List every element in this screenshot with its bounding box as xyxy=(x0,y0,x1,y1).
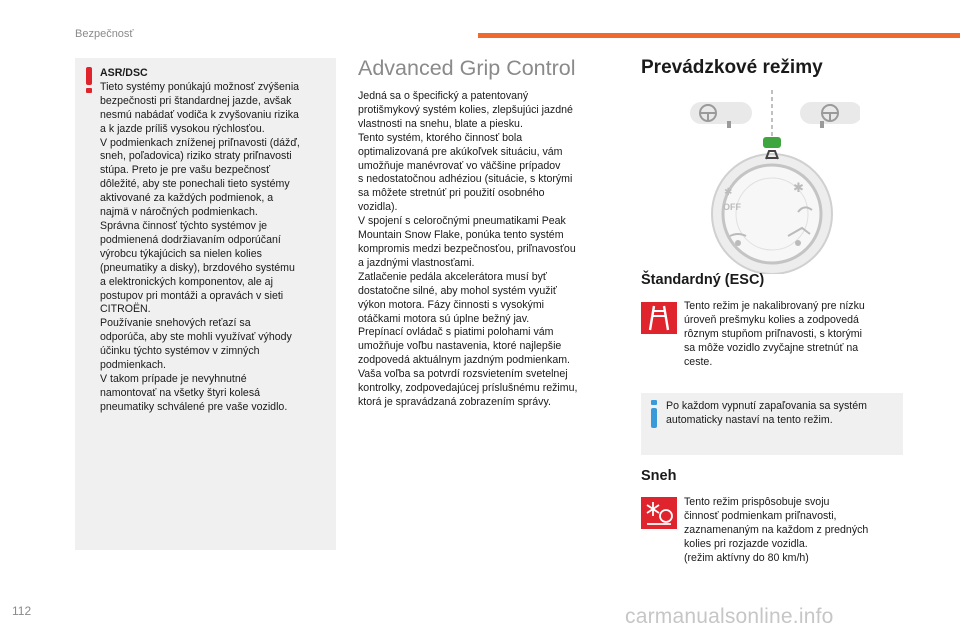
esc-description xyxy=(684,300,914,370)
text-line: (režim aktívny do 80 km/h) xyxy=(684,551,809,564)
svg-text:OFF: OFF xyxy=(723,202,741,212)
watermark: carmanualsonline.info xyxy=(625,605,834,628)
text-line: Vaša voľba sa potvrdí rozsvietením svetelnej xyxy=(358,368,568,381)
warning-box xyxy=(75,58,336,550)
text-line: výkon motora. Fázy činnosti s vysokými xyxy=(358,298,545,311)
text-line: Tento režim je nakalibrovaný pre nízku xyxy=(684,300,865,312)
text-line: stúpa. Preto je pre vašu bezpečnosť xyxy=(100,164,271,177)
text-line: s nedostatočnou adhéziou (situácie, s ktorými xyxy=(358,173,573,186)
text-line: kompromis medzi bezpečnosťou, priľnavosťou xyxy=(358,242,576,255)
text-line: nesmú nabádať vodiča k zvyšovaniu rizika xyxy=(100,108,299,121)
text-line: V podmienkach zníženej priľnavosti (dážď, xyxy=(100,136,300,149)
info-icon xyxy=(651,400,657,428)
esc-road-icon xyxy=(641,302,677,334)
text-line: sa môžete stretnúť pri použití osobného xyxy=(358,187,545,200)
text-line: CITROËN. xyxy=(100,303,151,316)
text-line: Tento systém, ktorého činnosť bola xyxy=(358,131,523,144)
text-line: vlastnosti na snehu, blate a piesku. xyxy=(358,117,523,130)
text-line: V takom prípade je nevyhnutné xyxy=(100,372,247,385)
text-line: sa môže vozidlo zvyčajne stretnúť na xyxy=(684,341,859,354)
text-line: protišmykový systém kolies, zlepšujúci jazdné xyxy=(358,103,573,116)
text-line: aktivované za každých podmienok, a xyxy=(100,192,274,205)
page-number: 112 xyxy=(12,604,32,618)
text-line: kolies pri rozjazde vozidla. xyxy=(684,537,808,550)
text-line: dôležité, aby ste ponechali tieto systémy xyxy=(100,178,290,191)
text-line: Tieto systémy ponúkajú možnosť zvýšenia xyxy=(100,80,300,93)
text-line: najmä v náročných podmienkach. xyxy=(100,206,258,219)
text-line: (pneumatiky a disky), brzdového systému xyxy=(100,261,295,274)
text-line: Jedná sa o špecifický a patentovaný xyxy=(358,90,529,102)
text-line: ktorá je spravádzaná zobrazením správy. xyxy=(358,395,551,408)
warning-text xyxy=(100,67,332,415)
svg-text:✱: ✱ xyxy=(724,187,733,198)
header-accent-bar xyxy=(478,33,960,38)
sneh-description xyxy=(684,496,914,566)
text-line: bezpečnosti pri štandardnej jazde, avšak xyxy=(100,94,292,107)
text-line: úroveň prešmyku kolies a zodpovedá xyxy=(684,313,859,326)
text-line: kontrolky, zodpovedajúcej príslušnému režimu, xyxy=(358,382,578,395)
warning-title: ASR/DSC xyxy=(100,67,148,79)
mode-selector-dial-icon xyxy=(690,88,860,274)
svg-text:✱: ✱ xyxy=(793,180,804,195)
text-line: rôznym stupňom priľnavosti, s ktorými xyxy=(684,327,862,340)
text-line: namontovať na všetky štyri kolesá xyxy=(100,386,261,399)
text-line: činnosť podmienkam priľnavosti, xyxy=(684,509,837,522)
info-box xyxy=(641,393,903,455)
text-line: automaticky nastaví na tento režim. xyxy=(666,413,833,426)
info-text xyxy=(666,400,898,428)
text-line: zaznamenaným na každom z predných xyxy=(684,523,869,536)
agc-body xyxy=(358,90,633,410)
modes-title: Prevádzkové režimy xyxy=(641,57,823,78)
text-line: Zatlačenie pedála akcelerátora musí byť xyxy=(358,270,547,283)
text-line: Tento režim prispôsobuje svoju xyxy=(684,496,830,508)
text-line: podmienkach. xyxy=(100,359,166,372)
text-line: Po každom vypnutí zapaľovania sa systém xyxy=(666,400,867,412)
text-line: Používanie snehových reťazí sa xyxy=(100,317,251,330)
text-line: podmienená dodržiavaním odporúčaní xyxy=(100,233,281,246)
text-line: a jazdnými vlastnosťami. xyxy=(358,256,475,269)
text-line: optimalizovaná pre akúkoľvek situáciu, vám xyxy=(358,145,563,158)
text-line: Mountain Snow Flake, ponúka tento systém xyxy=(358,229,564,242)
snowflake-wheel-icon xyxy=(641,497,677,529)
text-line: Správna činnosť týchto systémov je xyxy=(100,219,268,232)
text-line: zodpovedá aktuálnym jazdným podmienkam. xyxy=(358,354,570,367)
text-line: V spojení s celoročnými pneumatikami Peak xyxy=(358,215,566,228)
warning-body xyxy=(100,81,332,415)
text-line: odporúča, aby ste mohli využívať výhody xyxy=(100,331,292,344)
text-line: a elektronických komponentov, ale aj xyxy=(100,275,273,288)
text-line: umožňuje manévrovať vo väčšine prípadov xyxy=(358,159,561,172)
text-line: účinku týchto systémov v zimných xyxy=(100,345,260,358)
agc-title: Advanced Grip Control xyxy=(358,56,576,80)
text-line: ceste. xyxy=(684,355,713,368)
text-line: postupov pri montáži a opravách v sieti xyxy=(100,289,284,302)
text-line: vozidla). xyxy=(358,201,398,214)
text-line: dostatočne silné, aby mohol systém využiť xyxy=(358,284,557,297)
text-line: a k jazde príliš vysokou rýchlosťou. xyxy=(100,122,265,135)
text-line: Prepínací ovládač s piatimi polohami vám xyxy=(358,326,554,339)
text-line: výrobcu týkajúcich sa nielen kolies xyxy=(100,247,262,260)
esc-heading: Štandardný (ESC) xyxy=(641,272,765,288)
text-line: pneumatiky schválené pre vaše vozidlo. xyxy=(100,400,288,413)
sneh-heading: Sneh xyxy=(641,468,677,484)
text-line: umožňuje voľbu nastavenia, ktoré najlepšie xyxy=(358,340,562,353)
text-line: otáčkami motora sú úplne bežný jav. xyxy=(358,312,530,325)
section-title: Bezpečnosť xyxy=(75,28,134,40)
text-line: sneh, poľadovica) riziko straty priľnavosti xyxy=(100,150,292,163)
exclamation-icon xyxy=(86,67,92,93)
